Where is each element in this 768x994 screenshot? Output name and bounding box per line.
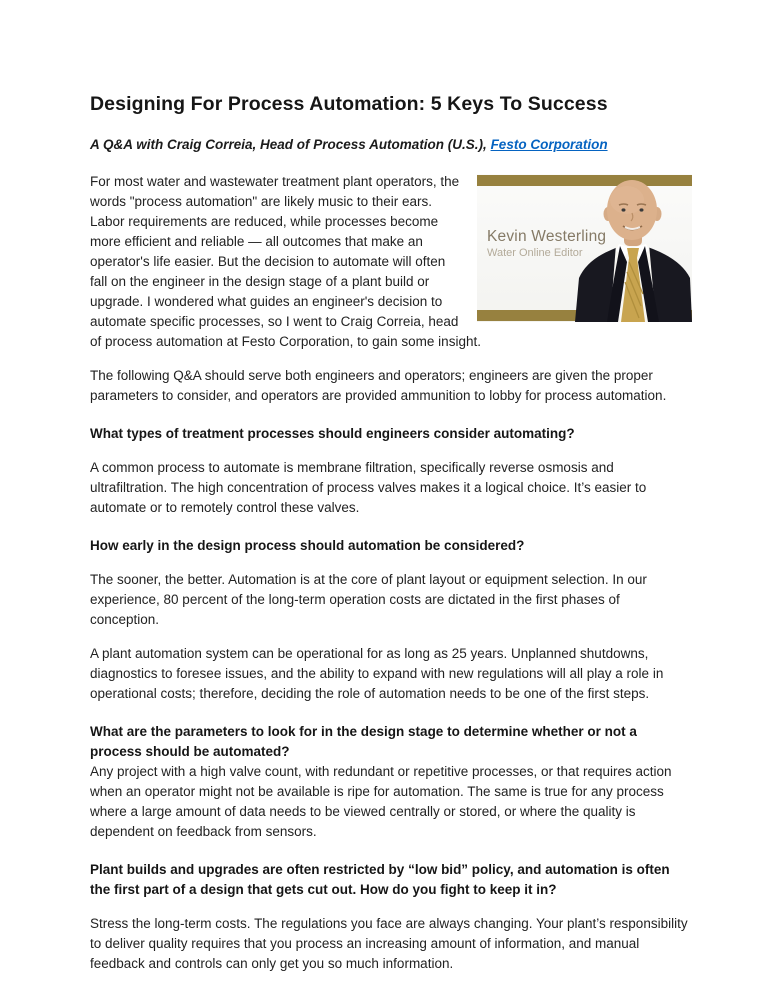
festo-corporation-link[interactable]: Festo Corporation bbox=[490, 137, 608, 152]
kevin-westerling-photo bbox=[477, 174, 692, 322]
photo-caption-name: Kevin Westerling bbox=[487, 228, 607, 245]
qa-question-4: Plant builds and upgrades are often restricted by “low bid” policy, and automation is often the first part of a design that gets cut out. How do you fight to keep it in? bbox=[90, 862, 670, 897]
byline-text: A Q&A with Craig Correia, Head of Process Automation (U.S.), bbox=[90, 137, 491, 152]
photo-caption bbox=[487, 227, 606, 260]
qa-answer-1: A common process to automate is membrane filtration, specifically reverse osmosis and ultrafiltration. The high concentration of process valves makes it a logical choice. It’s easier to automate or to remotely control these valves. bbox=[90, 460, 647, 515]
qa-question-3: What are the parameters to look for in the design stage to determine whether or not a process should be automated? bbox=[90, 724, 637, 759]
qa-answer-2b: A plant automation system can be operational for as long as 25 years. Unplanned shutdowns, diagnostics to foresee issues, and the ability to expand with new regulations will all play a role in operational costs; therefore, deciding the role of automation needs to be one of the first steps. bbox=[90, 646, 664, 701]
qa-question-2: How early in the design process should automation be considered? bbox=[90, 538, 525, 553]
qa-answer-4: Stress the long-term costs. The regulations you face are always changing. Your plant’s responsibility to deliver quality requires that you process an increasing amount of information, and manual feedback and controls can only get you so much information. bbox=[90, 916, 688, 971]
byline bbox=[90, 136, 692, 154]
qa-answer-2a: The sooner, the better. Automation is at the core of plant layout or equipment selection. In our experience, 80 percent of the long-term operation costs are dictated in the first phases of conception. bbox=[90, 572, 647, 627]
qa-question-1: What types of treatment processes should engineers consider automating? bbox=[90, 426, 575, 441]
photo-caption-role: Water Online Editor bbox=[487, 247, 583, 259]
lead-paragraph: The following Q&A should serve both engineers and operators; engineers are given the proper parameters to consider, and operators are provided ammunition to lobby for process automation. bbox=[90, 368, 667, 403]
page-title: Designing For Process Automation: 5 Keys To Success bbox=[90, 93, 608, 115]
intro-paragraph: For most water and wastewater treatment plant operators, the words "process automation" are likely music to their ears. Labor requirements are reduced, while processes become more efficient and reliable — all outcomes that make an operator's life easier. But the decision to automate will often fall on the engineer in the design stage of a plant build or upgrade. I wondered what guides an engineer's decision to automate specific processes, so I went to Craig Correia, head of process automation at Festo Corporation, to gain some insight. bbox=[90, 174, 481, 349]
intro-section bbox=[90, 172, 692, 352]
qa-answer-3: Any project with a high valve count, with redundant or repetitive processes, or that requires action when an operator might not be available is ripe for automation. The same is true for any process where a large amount of data needs to be viewed centrally or stored, or where the quality is dependent on feedback from sensors. bbox=[90, 764, 672, 839]
